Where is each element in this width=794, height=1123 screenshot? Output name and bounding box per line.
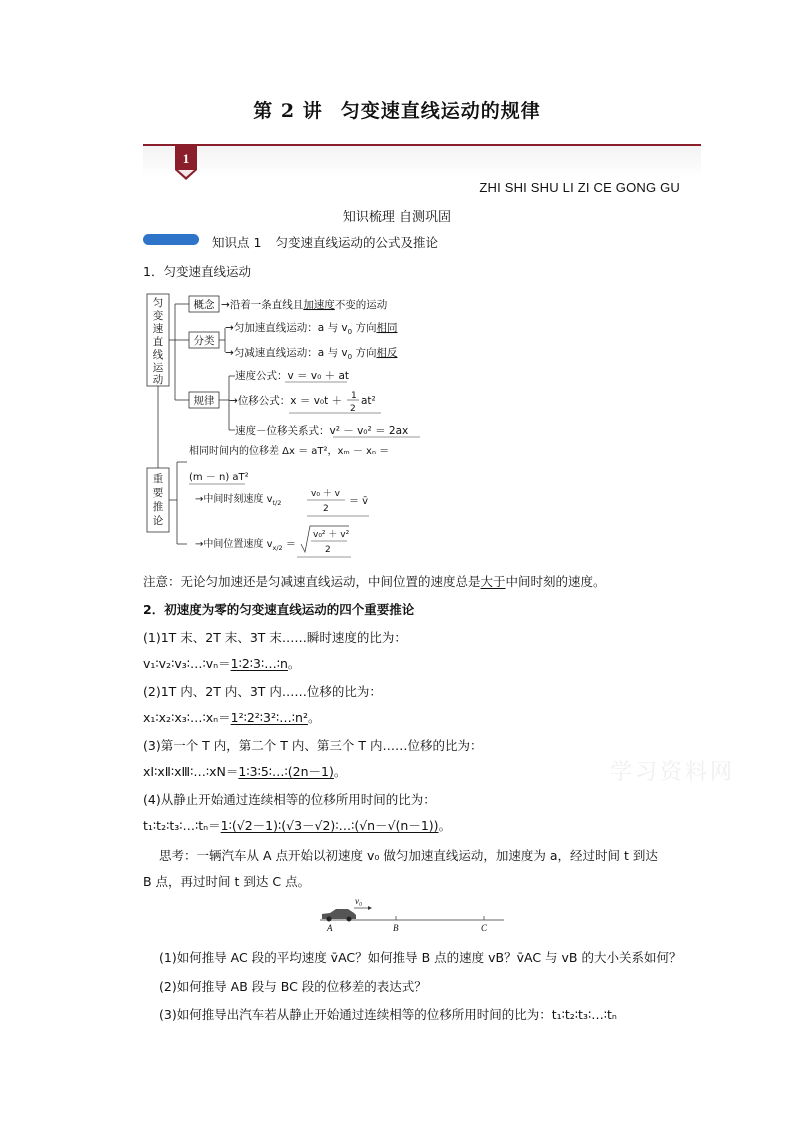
point-a-label: A bbox=[327, 923, 333, 933]
knowledge-point-label: 知识点 1 bbox=[212, 235, 262, 250]
section-pinyin: ZHI SHI SHU LI ZI CE GONG GU bbox=[479, 180, 680, 195]
page-title bbox=[0, 96, 794, 123]
inference-char: 要 bbox=[152, 487, 164, 499]
watermark: 学习资料网 bbox=[610, 760, 736, 785]
p4-answer: t₁∶t₂∶t₃∶…∶tₙ＝1∶(√2－1)∶(√3－√2)∶…∶(√n－√(n－1))。 bbox=[143, 818, 452, 833]
p3-answer: xⅠ∶xⅡ∶xⅢ∶…∶xN＝1∶3∶5∶…∶(2n－1)。 bbox=[143, 764, 347, 779]
p2-question: (2)1T 内、2T 内、3T 内……位移的比为： bbox=[143, 684, 382, 699]
relation-formula: 速度－位移关系式：v² － v₀² ＝ 2ax bbox=[235, 425, 409, 437]
section-rule bbox=[143, 144, 701, 146]
section-heading: 知识梳理 自测巩固 bbox=[342, 210, 452, 225]
root-char: 速 bbox=[152, 323, 164, 335]
root-char: 运 bbox=[152, 362, 164, 374]
p3-question: (3)第一个 T 内，第二个 T 内、第三个 T 内……位移的比为： bbox=[143, 738, 483, 753]
inference-char: 重 bbox=[152, 473, 164, 485]
root-char: 直 bbox=[152, 336, 164, 348]
lecture-number: 第 2 讲 bbox=[253, 100, 323, 122]
root-char: 线 bbox=[152, 349, 164, 361]
p4-question: (4)从静止开始通过连续相等的位移所用时间的比为： bbox=[143, 792, 436, 807]
question-3: (3)如何推导出汽车若从静止开始通过连续相等的位移所用时间的比为：t₁∶t₂∶t₃∶…∶tₙ bbox=[159, 1007, 617, 1022]
mid-pos-den: 2 bbox=[325, 545, 331, 555]
fraction-num: 1 bbox=[351, 391, 357, 401]
inference-line1: 相同时间内的位移差 Δx ＝ aT²，xₘ － xₙ ＝ bbox=[189, 446, 390, 457]
concept-label: 概念 bbox=[193, 299, 215, 311]
note: 注意：无论匀加速还是匀减速直线运动，中间位置的速度总是大于中间时刻的速度。 bbox=[143, 574, 606, 589]
knowledge-point bbox=[212, 233, 438, 251]
velocity-arrow-head bbox=[368, 906, 372, 910]
p1-answer: v₁∶v₂∶v₃∶…∶vₙ＝1∶2∶3∶…∶n。 bbox=[143, 656, 301, 671]
p2-answer: x₁∶x₂∶x₃∶…∶xₙ＝1²∶2²∶3²∶…∶n²。 bbox=[143, 710, 321, 725]
mid-time-rhs: ＝ v̄ bbox=[349, 496, 369, 507]
item1-title: 1．匀变速直线运动 bbox=[143, 264, 251, 279]
mid-position-speed: →中间位置速度 $v_{x/2}$ ＝ bbox=[195, 539, 296, 552]
car-figure bbox=[318, 898, 508, 934]
mid-pos-num: v₀² ＋ v² bbox=[313, 530, 350, 540]
displacement-formula: →位移公式：x ＝ v₀t ＋ bbox=[229, 395, 343, 407]
inference-char: 论 bbox=[152, 515, 164, 527]
root-char: 匀 bbox=[152, 297, 164, 309]
root-char: 动 bbox=[152, 374, 164, 386]
think-line2: B 点，再过时间 t 到达 C 点。 bbox=[143, 874, 311, 889]
mid-time-num: v₀ ＋ v bbox=[311, 489, 340, 499]
lecture-topic: 匀变速直线运动的规律 bbox=[340, 100, 541, 122]
category-label: 分类 bbox=[193, 335, 215, 347]
point-b-label: B bbox=[393, 923, 399, 933]
inference-char: 推 bbox=[152, 501, 164, 513]
question-1: (1)如何推导 AC 段的平均速度 v̄AC？如何推导 B 点的速度 vB？v̄AC 与 vB 的大小关系如何？ bbox=[159, 950, 682, 965]
concept-text: →沿着一条直线且加速度不变的运动 bbox=[221, 299, 388, 311]
section-header-band bbox=[143, 146, 701, 178]
knowledge-point-text: 匀变速直线运动的公式及推论 bbox=[275, 235, 438, 250]
root-char: 变 bbox=[152, 310, 164, 322]
item2-title: 2．初速度为零的匀变速直线运动的四个重要推论 bbox=[143, 602, 415, 617]
p1-question: (1)1T 末、2T 末、3T 末……瞬时速度的比为： bbox=[143, 630, 407, 645]
question-2: (2)如何推导 AB 段与 BC 段的位移差的表达式？ bbox=[159, 979, 427, 994]
mid-time-den: 2 bbox=[323, 504, 329, 514]
accel-line: →匀加速直线运动：a 与 $v_0$ 方向相同 bbox=[225, 322, 398, 336]
decel-line: →匀减速直线运动：a 与 $v_0$ 方向相反 bbox=[225, 347, 398, 361]
inference-line2: (m － n) aT² bbox=[189, 472, 249, 483]
think-line1: 思考：一辆汽车从 A 点开始以初速度 v₀ 做匀加速直线运动，加速度为 a，经过时间 t 到达 bbox=[159, 848, 658, 863]
displacement-tail: at² bbox=[361, 395, 376, 407]
v0-label: v₀ bbox=[355, 898, 363, 906]
fraction-den: 2 bbox=[350, 404, 356, 414]
section-number: 1 bbox=[182, 151, 190, 166]
point-c-label: C bbox=[481, 923, 488, 933]
section-badge bbox=[175, 146, 197, 180]
velocity-formula: 速度公式：v ＝ v₀ ＋ at bbox=[235, 370, 350, 382]
law-label: 规律 bbox=[193, 395, 215, 407]
knowledge-point-pill bbox=[143, 234, 199, 245]
concept-diagram bbox=[143, 290, 443, 560]
mid-time-speed: →中间时刻速度 $v_{t/2}$ bbox=[195, 494, 282, 507]
